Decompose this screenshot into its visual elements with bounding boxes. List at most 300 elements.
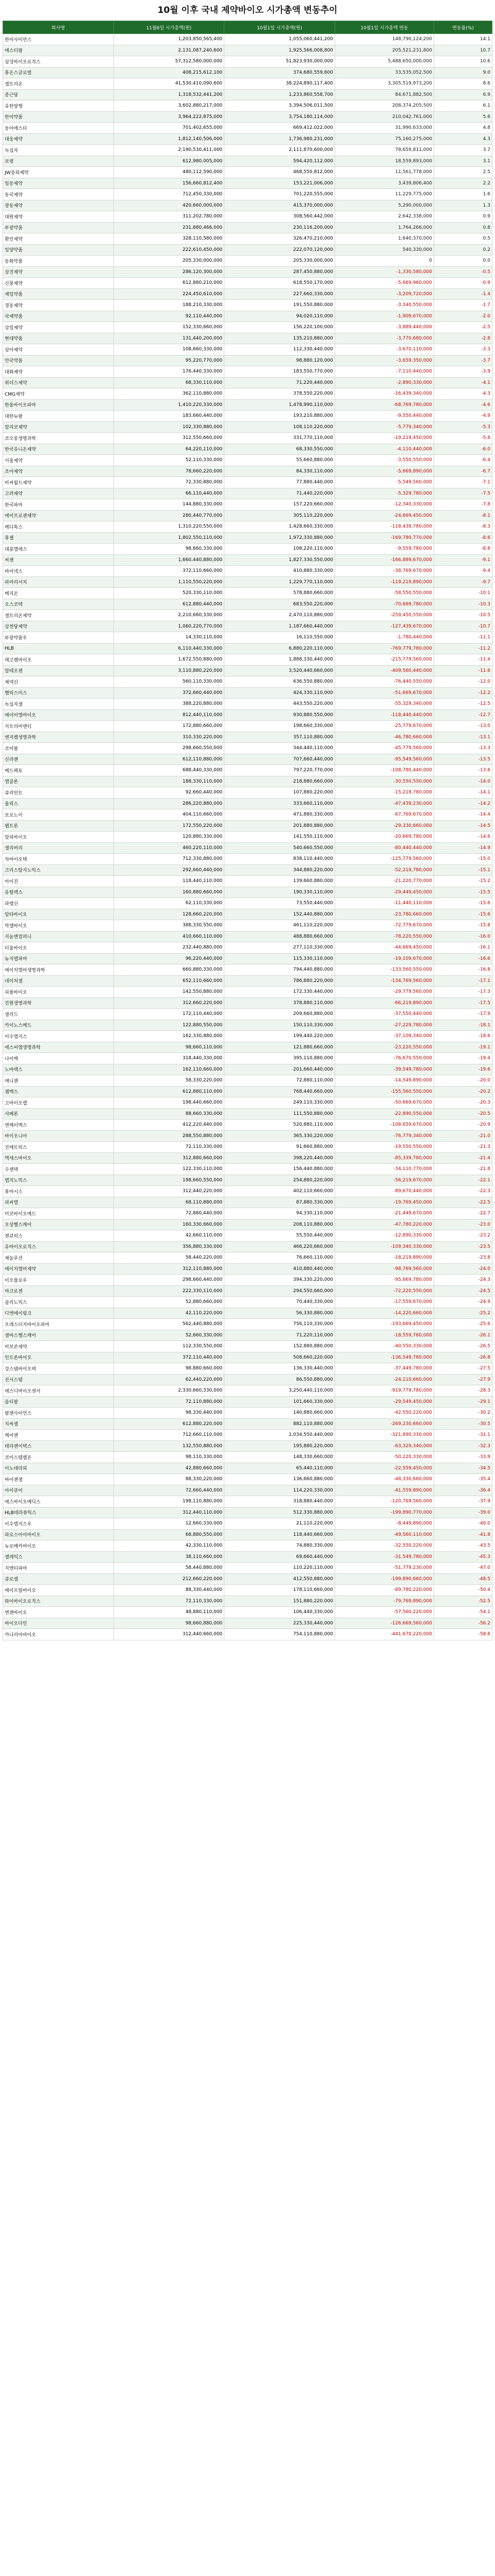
cell-cap-nov: 95,220,770,000 [113,355,224,366]
cell-cap-oct: 178,110,660,000 [224,1585,335,1596]
cell-rate: -22.3 [434,1186,492,1197]
cell-company: 에스씨엠생명과학 [3,1042,114,1053]
cell-change: -5,669,960,000 [335,278,434,289]
cell-company: 제놀루션 [3,1252,114,1264]
cell-rate: -26.1 [434,1330,492,1341]
cell-rate: -54.1 [434,1607,492,1618]
cell-rate: -9.1 [434,554,492,566]
table-row [3,1252,492,1264]
cell-rate: -13.5 [434,754,492,765]
cell-cap-nov: 122,330,110,000 [113,1164,224,1175]
cell-change: -215,779,560,000 [335,654,434,666]
cell-change: 3,439,806,400 [335,178,434,189]
cell-change: -55,329,340,000 [335,699,434,710]
table-row [3,1120,492,1131]
table-row [3,200,492,211]
cell-cap-oct: 3,394,506,011,500 [224,100,335,112]
table-row [3,687,492,699]
cell-cap-oct: 618,550,170,000 [224,278,335,289]
cell-cap-nov: 292,660,440,000 [113,865,224,876]
cell-cap-oct: 398,220,440,000 [224,1153,335,1164]
cell-company: JW중외제약 [3,167,114,178]
cell-change: -11,440,110,000 [335,898,434,909]
cell-rate: -15.1 [434,865,492,876]
cell-cap-nov: 412,220,440,000 [113,1120,224,1131]
cell-cap-oct: 578,880,660,000 [224,588,335,599]
cell-cap-nov: 712,450,330,000 [113,189,224,200]
table-row [3,444,492,455]
cell-company: 크리스탈지노믹스 [3,865,114,876]
cell-change: -41,559,890,000 [335,1485,434,1496]
cell-company: 비씨월드제약 [3,477,114,488]
cell-cap-oct: 756,110,330,000 [224,1319,335,1330]
cell-cap-nov: 72,110,880,000 [113,1396,224,1408]
cell-cap-nov: 98,880,660,000 [113,1363,224,1375]
cell-company: 조아제약 [3,466,114,477]
table-row [3,233,492,245]
cell-rate: -7.5 [434,488,492,499]
cell-cap-nov: 98,330,440,000 [113,1408,224,1419]
cell-cap-oct: 294,550,660,000 [224,1285,335,1297]
cell-company: 네이처셀 [3,975,114,987]
cell-rate: -6.7 [434,466,492,477]
cell-company: 바이오다인 [3,1618,114,1629]
cell-change: -127,439,670,000 [335,621,434,632]
cell-change: -23,780,660,000 [335,909,434,920]
cell-company: 수젠텍 [3,1164,114,1175]
cell-cap-nov: 132,550,880,000 [113,1440,224,1452]
cell-cap-oct: 1,827,330,550,000 [224,554,335,566]
table-row [3,333,492,344]
cell-rate: 1.3 [434,200,492,211]
cell-company: 엔젠바이오 [3,1607,114,1618]
cell-cap-nov: 92,660,440,000 [113,787,224,799]
cell-change: -50,220,330,000 [335,1452,434,1463]
cell-change: -12,890,330,000 [335,1230,434,1242]
cell-cap-oct: 118,440,660,000 [224,1529,335,1540]
cell-cap-oct: 1,888,330,440,000 [224,654,335,666]
cell-cap-oct: 152,880,880,000 [224,1341,335,1352]
cell-cap-oct: 6,880,220,110,000 [224,643,335,654]
cell-cap-oct: 326,470,210,000 [224,233,335,245]
cell-rate: -10.7 [434,621,492,632]
cell-cap-oct: 468,550,812,000 [224,167,335,178]
cell-rate: 2.2 [434,178,492,189]
cell-cap-nov: 12,660,330,000 [113,1518,224,1530]
cell-cap-nov: 612,110,880,000 [113,754,224,765]
cell-change: -5,329,780,000 [335,488,434,499]
cell-cap-nov: 388,330,550,000 [113,920,224,931]
cell-company: 지놈앤컴퍼니 [3,931,114,942]
cell-change: -23,220,550,000 [335,1042,434,1053]
cell-rate: -15.8 [434,920,492,931]
table-row [3,289,492,300]
cell-cap-nov: 48,880,110,000 [113,1607,224,1618]
cell-cap-nov: 520,330,110,000 [113,588,224,599]
cell-cap-oct: 76,660,110,000 [224,1252,335,1264]
table-row [3,621,492,632]
cell-rate: 9.0 [434,67,492,78]
cell-cap-oct: 172,330,440,000 [224,987,335,998]
cell-cap-nov: 460,220,110,000 [113,842,224,854]
cell-company: 대한뉴팜 [3,411,114,422]
table-row [3,1241,492,1252]
cell-rate: 0.2 [434,244,492,256]
cell-cap-oct: 287,450,880,000 [224,266,335,278]
cell-rate: -13.0 [434,721,492,732]
table-row [3,1108,492,1120]
cell-change: -30,550,550,000 [335,776,434,787]
cell-rate: -12.5 [434,699,492,710]
cell-cap-nov: 72,880,440,000 [113,1208,224,1219]
cell-cap-nov: 52,110,330,000 [113,455,224,466]
cell-change: -21,220,770,000 [335,876,434,887]
cell-cap-oct: 183,550,770,000 [224,366,335,378]
table-row [3,133,492,145]
cell-change: -14,549,890,000 [335,1075,434,1087]
cell-cap-oct: 91,660,880,000 [224,1142,335,1153]
cell-change: 2,642,338,000 [335,211,434,223]
cell-rate: -47.0 [434,1563,492,1574]
cell-cap-oct: 410,880,330,000 [224,566,335,577]
cell-change: -18,559,780,000 [335,1330,434,1341]
cell-company: 파멥신 [3,898,114,909]
table-row [3,754,492,765]
cell-rate: -34.5 [434,1463,492,1474]
cell-rate: -14.4 [434,809,492,821]
cell-change: -37,449,780,000 [335,1363,434,1375]
cell-change: -3,340,550,000 [335,300,434,311]
cell-rate: -48.5 [434,1573,492,1585]
cell-cap-oct: 357,110,880,000 [224,732,335,743]
cell-rate: -41.8 [434,1529,492,1540]
cell-cap-nov: 372,110,440,000 [113,1352,224,1363]
cell-cap-oct: 199,440,220,000 [224,1031,335,1042]
table-row [3,1319,492,1330]
cell-company: 위더스제약 [3,377,114,388]
table-row [3,654,492,666]
cell-cap-oct: 707,660,440,000 [224,754,335,765]
cell-change: -17,559,670,000 [335,1297,434,1308]
cell-cap-oct: 205,330,000,000 [224,256,335,267]
cell-rate: -5.3 [434,421,492,433]
table-row [3,887,492,898]
table-row [3,1418,492,1430]
cell-change: -67,769,670,000 [335,809,434,821]
cell-cap-oct: 225,330,440,000 [224,1618,335,1629]
table-row [3,1463,492,1474]
cell-company: 대봉엘에스 [3,544,114,555]
cell-company: 에이비엘바이오 [3,709,114,721]
table-row [3,554,492,566]
cell-cap-oct: 402,110,660,000 [224,1186,335,1197]
table-header-row [3,21,492,34]
cell-cap-oct: 195,880,220,000 [224,1440,335,1452]
cell-change: -39,549,780,000 [335,1064,434,1075]
cell-rate: -13.6 [434,765,492,776]
cell-cap-nov: 312,440,220,000 [113,1186,224,1197]
table-row [3,1518,492,1530]
cell-rate: -17.1 [434,975,492,987]
cell-change: -14,220,660,000 [335,1308,434,1319]
cell-cap-nov: 92,110,440,000 [113,311,224,322]
cell-change: 0 [335,256,434,267]
cell-company: 코아스템켐온 [3,1452,114,1463]
cell-change: -3,770,680,000 [335,333,434,344]
cell-cap-nov: 98,660,880,000 [113,1618,224,1629]
cell-cap-nov: 160,880,660,000 [113,887,224,898]
table-row [3,732,492,743]
cell-cap-nov: 310,330,220,000 [113,732,224,743]
cell-cap-nov: 1,318,532,441,200 [113,89,224,100]
cell-company: 삼일제약 [3,322,114,333]
cell-change: -80,440,440,000 [335,842,434,854]
cell-rate: -20.9 [434,1120,492,1131]
table-row [3,765,492,776]
cell-company: 압타바이오 [3,909,114,920]
cell-rate: 0.5 [434,233,492,245]
cell-company: 에이치엘비제약 [3,1263,114,1275]
cell-company: 셀트리온 [3,78,114,90]
cell-cap-oct: 794,440,880,000 [224,964,335,976]
cell-cap-oct: 65,440,110,000 [224,1463,335,1474]
cell-company: 진매트릭스 [3,1142,114,1153]
cell-cap-nov: 1,110,550,220,000 [113,577,224,588]
cell-cap-nov: 205,330,000,000 [113,256,224,267]
cell-cap-nov: 108,660,330,000 [113,344,224,355]
cell-change: -166,889,670,000 [335,554,434,566]
cell-cap-oct: 115,330,110,000 [224,953,335,964]
cell-cap-oct: 193,210,880,000 [224,411,335,422]
table-row [3,1285,492,1297]
cell-rate: -12.7 [434,709,492,721]
cell-company: 아이큐어 [3,1485,114,1496]
cell-company: 유한양행 [3,100,114,112]
table-row [3,975,492,987]
cell-cap-oct: 108,110,220,000 [224,421,335,433]
cell-rate: -13.1 [434,732,492,743]
table-row [3,1529,492,1540]
cell-company: 케어젠 [3,1430,114,1441]
cell-company: 큐리언트 [3,787,114,799]
cell-company: 노바렉스 [3,1064,114,1075]
cell-rate: -16.1 [434,942,492,954]
cell-rate: -0.9 [434,278,492,289]
cell-cap-oct: 277,110,330,000 [224,942,335,954]
cell-company: 바이넥스 [3,566,114,577]
cell-company: 비보존제약 [3,1341,114,1352]
cell-cap-nov: 311,202,780,000 [113,211,224,223]
cell-change: 148,790,124,200 [335,34,434,45]
cell-cap-oct: 636,550,880,000 [224,676,335,688]
cell-rate: -27.9 [434,1374,492,1385]
cell-company: 삼성바이오로직스 [3,56,114,67]
cell-cap-oct: 424,330,110,000 [224,687,335,699]
cell-change: -52,219,780,000 [335,865,434,876]
table-row [3,643,492,654]
cell-cap-nov: 712,330,880,000 [113,854,224,865]
cell-cap-oct: 378,550,220,000 [224,388,335,400]
cell-company: 부광약품우 [3,632,114,643]
cell-change: 1,764,266,000 [335,222,434,233]
cell-company: 삼아제약 [3,344,114,355]
cell-change: -134,769,560,000 [335,975,434,987]
cell-company: 셀리버리 [3,842,114,854]
table-row [3,1064,492,1075]
cell-cap-oct: 1,034,550,440,000 [224,1430,335,1441]
table-row [3,300,492,311]
cell-cap-oct: 156,220,100,000 [224,322,335,333]
cell-change: -769,779,780,000 [335,643,434,654]
table-row [3,1385,492,1397]
cell-company: 랩지노믹스 [3,1175,114,1186]
cell-cap-nov: 57,312,580,000,000 [113,56,224,67]
cell-cap-nov: 62,110,330,000 [113,898,224,909]
cell-change: -1,330,580,000 [335,266,434,278]
cell-cap-nov: 68,880,550,000 [113,1529,224,1540]
cell-cap-oct: 94,020,110,000 [224,311,335,322]
table-row [3,222,492,233]
table-row [3,499,492,511]
cell-company: 에스티팜 [3,45,114,56]
cell-change: -1,780,440,000 [335,632,434,643]
cell-change: -51,779,230,000 [335,1563,434,1574]
cell-cap-oct: 318,880,440,000 [224,1496,335,1507]
cell-change: -51,669,670,000 [335,687,434,699]
cell-rate: -4.9 [434,411,492,422]
table-row [3,67,492,78]
cell-change: -44,669,450,000 [335,942,434,954]
cell-cap-oct: 16,110,550,000 [224,632,335,643]
cell-cap-nov: 298,660,440,000 [113,1275,224,1286]
cell-rate: 4.3 [434,133,492,145]
cell-cap-oct: 141,550,110,000 [224,832,335,843]
cell-cap-oct: 86,550,880,000 [224,1374,335,1385]
cell-company: 오스코텍 [3,599,114,610]
cell-company: 인트론바이오 [3,1352,114,1363]
cell-rate: 6.1 [434,100,492,112]
cell-company: 서울제약 [3,455,114,466]
cell-change: -136,549,780,000 [335,1352,434,1363]
table-row [3,909,492,920]
table-row [3,1208,492,1219]
cell-cap-nov: 176,440,330,000 [113,366,224,378]
cell-company: 옵티팜 [3,1396,114,1408]
cell-rate: -4.1 [434,377,492,388]
cell-cap-oct: 107,880,220,000 [224,787,335,799]
cell-rate: -11.4 [434,654,492,666]
table-row [3,211,492,223]
cell-rate: -2.0 [434,311,492,322]
cell-cap-oct: 754,110,880,000 [224,1629,335,1640]
cell-cap-nov: 144,880,330,000 [113,499,224,511]
cell-cap-nov: 72,110,330,000 [113,1142,224,1153]
cell-company: 보로노이 [3,809,114,821]
cell-company: 이수앱지스우 [3,1518,114,1530]
cell-rate: -9.7 [434,577,492,588]
cell-cap-nov: 222,330,110,000 [113,1285,224,1297]
cell-company: 동국제약 [3,189,114,200]
cell-cap-oct: 3,520,440,660,000 [224,665,335,676]
table-row [3,244,492,256]
cell-cap-oct: 254,880,220,000 [224,1175,335,1186]
cell-company: 녹십자 [3,145,114,156]
cell-company: 젠큐릭스 [3,1230,114,1242]
cell-rate: -21.4 [434,1153,492,1164]
cell-change: 11,561,778,000 [335,167,434,178]
table-row [3,931,492,942]
cell-change: -1,909,670,000 [335,311,434,322]
cell-cap-nov: 41,530,410,090,600 [113,78,224,90]
table-row [3,1485,492,1496]
cell-cap-nov: 68,330,110,000 [113,377,224,388]
table-row [3,599,492,610]
cell-rate: 3.1 [434,156,492,167]
cell-change: -919,779,780,000 [335,1385,434,1397]
cell-change: -108,780,440,000 [335,765,434,776]
cell-cap-oct: 151,880,220,000 [224,1596,335,1607]
cell-cap-nov: 712,660,110,000 [113,1430,224,1441]
cell-company: HLB테라퓨틱스 [3,1507,114,1518]
cell-change: -89,670,440,000 [335,1186,434,1197]
cell-cap-oct: 106,440,330,000 [224,1607,335,1618]
cell-rate: -40.0 [434,1518,492,1530]
cell-cap-nov: 560,110,330,000 [113,676,224,688]
cell-company: 씨젠 [3,554,114,566]
cell-change: -125,779,560,000 [335,854,434,865]
cell-cap-nov: 58,440,880,000 [113,1563,224,1574]
cell-cap-oct: 84,330,110,000 [224,466,335,477]
cell-company: 헬릭스미스 [3,687,114,699]
table-row [3,322,492,333]
cell-cap-oct: 108,220,110,000 [224,544,335,555]
cell-rate: -23.2 [434,1230,492,1242]
cell-change: -120,769,560,000 [335,1496,434,1507]
cell-cap-oct: 55,550,440,000 [224,1230,335,1242]
table-row [3,577,492,588]
cell-change: -199,890,660,000 [335,1573,434,1585]
table-row [3,1540,492,1552]
cell-company: 박셀바이오 [3,920,114,931]
cell-change: -3,659,350,000 [335,355,434,366]
cell-rate: -17.3 [434,987,492,998]
cell-rate: -8.8 [434,544,492,555]
cell-cap-oct: 410,880,440,000 [224,1263,335,1275]
cell-rate: -6.0 [434,444,492,455]
cell-change: -321,890,330,000 [335,1430,434,1441]
cell-company: CMG제약 [3,388,114,400]
table-row [3,189,492,200]
cell-change: -5,779,340,000 [335,421,434,433]
table-row [3,167,492,178]
cell-company: 셀리드 [3,1009,114,1020]
cell-change: -85,339,780,000 [335,1153,434,1164]
cell-rate: -31.1 [434,1430,492,1441]
cell-change: -37,109,340,000 [335,1031,434,1042]
cell-cap-oct: 136,330,440,000 [224,1363,335,1375]
table-row [3,1396,492,1408]
cell-cap-nov: 72,330,880,000 [113,477,224,488]
cell-company: 일양약품 [3,244,114,256]
cell-change: -68,769,780,000 [335,399,434,411]
cell-change: -27,229,780,000 [335,1020,434,1031]
cell-change: 78,659,811,000 [335,145,434,156]
cell-company: 제일약품 [3,289,114,300]
cell-change: 205,521,231,800 [335,45,434,56]
cell-change: -63,329,340,000 [335,1440,434,1452]
cell-change: -45,779,560,000 [335,743,434,754]
table-row [3,865,492,876]
